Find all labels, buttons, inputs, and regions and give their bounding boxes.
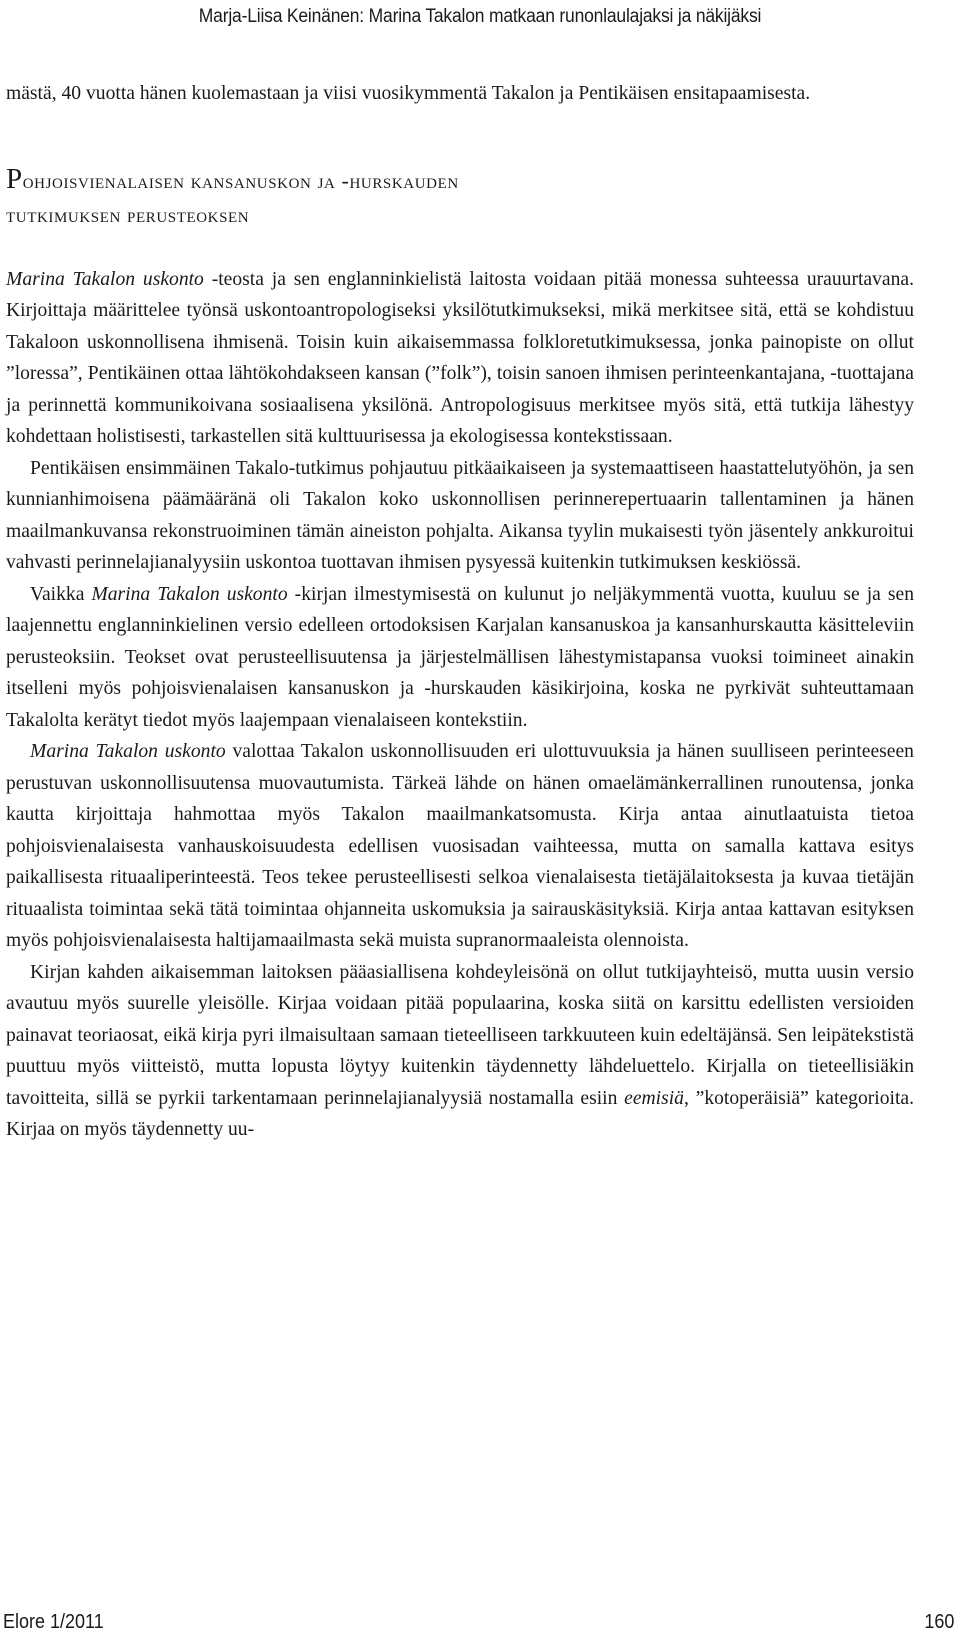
heading-line-1: ohjoisvienalaisen kansanuskon ja -hurskauden <box>22 167 459 193</box>
paragraph-4 <box>6 736 914 957</box>
section-heading <box>6 162 914 232</box>
heading-line-2: tutkimuksen perusteoksen <box>6 201 250 227</box>
running-header: Marja-Liisa Keinänen: Marina Takalon matkaan runonlaulajaksi ja näkijäksi <box>198 6 762 27</box>
running-footer <box>0 1600 960 1640</box>
journal-issue: Elore 1/2011 <box>3 1611 104 1633</box>
paragraph-3 <box>6 579 914 737</box>
article-body <box>6 78 914 1146</box>
continuation-paragraph: mästä, 40 vuotta hänen kuolemastaan ja viisi vuosikymmentä Takalon ja Pentikäisen ensitapaamisesta. <box>6 83 811 104</box>
paragraph-4-text: valottaa Takalon uskonnollisuuden eri ulottuvuuksia ja hänen suulliseen perinteeseen perustuvan uskonnollisuutensa muovautumista. Tärkeä lähde on hänen omaelämänkerrallinen runoutensa, jonka kautta kirjoittaja hahmottaa myös Takalon maailmankatsomusta. Kirja antaa ainutlaatuista tietoa pohjoisvienalaisesta vanhauskoisuudesta edellisen vuosisadan vaihteessa, mutta on samalla kattava esitys paikallisesta rituaaliperinteestä. Teos tekee perusteellisesti selkoa vienalaisesta tietäjälaitoksesta ja kuvaa tietäjän rituaalista toimintaa sekä tätä toimintaa ohjanneita uskomuksia ja sairauskäsityksiä. Kirja antaa kattavan esityksen myös pohjoisvienalaisesta haltijamaailmasta sekä muista supranormaaleista olennoista. <box>6 741 914 951</box>
paragraph-2: Pentikäisen ensimmäinen Takalo-tutkimus pohjautuu pitkäaikaiseen ja systemaattiseen haastattelutyöhön, ja sen kunnianhimoisena päämääränä oli Takalon koko uskonnollisen perinnerepertuaarin tallentaminen ja hänen maailmankuvansa rekonstruoiminen tämän aineiston pohjalta. Aikansa tyylin mukaisesti työn jäsentely ankkuroitui vahvasti perinnelajianalyysiin uskontoa tuottavan ihmisen pysyessä kuitenkin tutkimuksen keskiössä. <box>6 457 914 573</box>
paragraph-1 <box>6 264 914 453</box>
heading-initial: P <box>6 162 23 195</box>
book-title: Marina Takalon uskonto <box>30 741 226 762</box>
paragraph-3-lead: Vaikka <box>30 583 92 605</box>
italic-term: eemisiä <box>624 1087 684 1109</box>
paragraph-5 <box>6 957 914 1146</box>
paragraph-3-text: -kirjan ilmestymisestä on kulunut jo neljäkymmentä vuotta, kuuluu se ja sen laajennettu englanninkielinen versio edelleen ortodoksisen Karjalan kansanuskoa ja kansanhurskautta käsitteleviin perusteoksiin. Teokset ovat perusteellisuutensa ja järjestelmällisen lähestymistapansa vuoksi toimineet ainakin itselleni myös pohjoisvienalaisen kansanuskon ja -hurskauden käsikirjoina, koska ne pyrkivät suhteuttamaan Takalolta kerätyt tiedot myös laajempaan vienalaiseen kontekstiin. <box>6 583 914 731</box>
book-title: Marina Takalon uskonto <box>6 268 204 290</box>
paragraph-5-text: Kirjan kahden aikaisemman laitoksen pääasiallisena kohdeyleisönä on ollut tutkijayhteisö, mutta uusin versio avautuu myös suurelle yleisölle. Kirjaa voidaan pitää populaarina, koska siitä on karsittu edellisten versioiden painavat teoriaosat, eikä kirja pyri ilmaisultaan samaan tieteelliseen tarkkuuteen kuin edeltäjänsä. Sen leipätekstistä puuttuu myös viitteistö, mutta lopusta löytyy kuitenkin täydennetty lähdeluettelo. Kirjalla on tieteellisiäkin tavoitteita, sillä se pyrkii tarkentamaan perinnelajianalyysiä nostamalla esiin <box>6 961 914 1109</box>
paragraph-1-text: -teosta ja sen englanninkielistä laitosta voidaan pitää monessa suhteessa urauurtavana. Kirjoittaja määrittelee työnsä uskontoantropologiseksi yksilötutkimukseksi, mikä merkitsee sitä, että se kohdistuu Takaloon uskonnollisena ihmisenä. Toisin kuin aikaisemmassa folkloretutkimuksessa, jonka painopiste on ollut ”loressa”, Pentikäinen ottaa lähtökohdakseen kansan (”folk”), toisin sanoen ihmisen perinteenkantajana, -tuottajana ja perinnettä kommunikoivana sosiaalisena yksilönä. Antropologisuus merkitsee myös sitä, että tutkija lähestyy kohdettaan holistisesti, tarkastellen sitä kulttuurisessa ja ekologisessa kontekstissaan. <box>6 268 914 447</box>
paragraph-5-tail: , ”kotoperäisiä” kategorioita. Kirjaa on myös täydennetty uu- <box>6 1087 914 1140</box>
page-number: 160 <box>923 1611 954 1633</box>
book-title: Marina Takalon uskonto <box>91 583 288 605</box>
